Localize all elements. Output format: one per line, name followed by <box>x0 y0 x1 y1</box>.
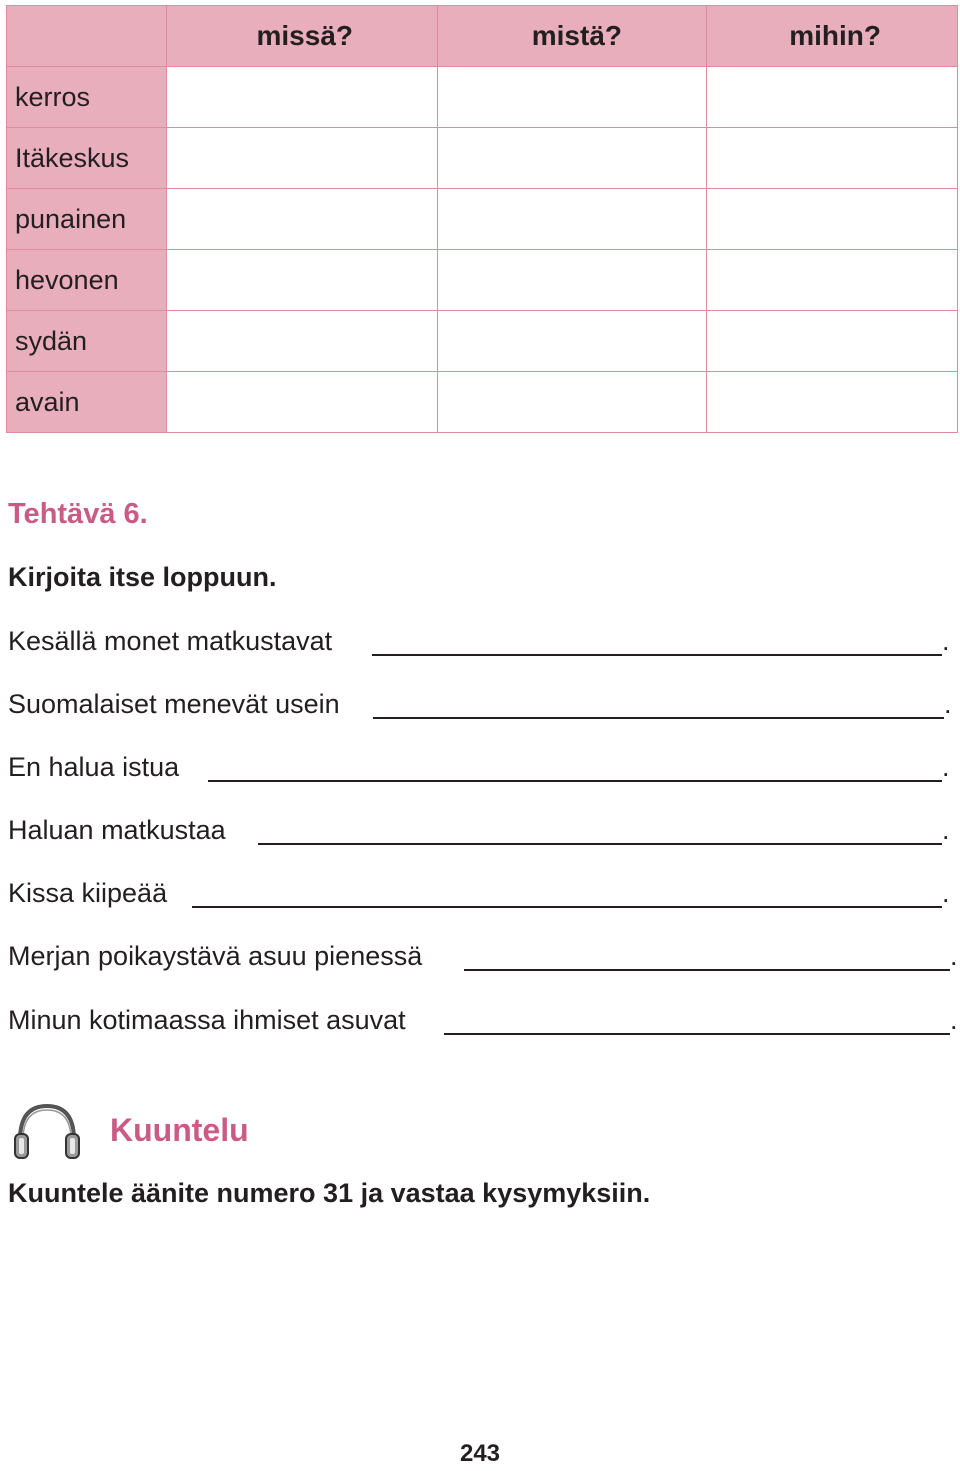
task-title: Tehtävä 6. <box>8 498 148 530</box>
answer-cell-missa[interactable] <box>167 250 438 311</box>
row-word: kerros <box>7 67 167 128</box>
listening-title: Kuuntelu <box>110 1112 249 1148</box>
answer-cell-missa[interactable] <box>167 311 438 372</box>
answer-cell-missa[interactable] <box>167 128 438 189</box>
table-row <box>7 128 958 189</box>
answer-cell-mihin[interactable] <box>707 250 958 311</box>
answer-cell-mihin[interactable] <box>707 372 958 433</box>
answer-cell-mista[interactable] <box>438 372 707 433</box>
header-corner-cell <box>7 6 167 67</box>
sentence-stem: Minun kotimaassa ihmiset asuvat <box>8 1005 406 1035</box>
answer-cell-missa[interactable] <box>167 67 438 128</box>
sentence-period: . <box>950 1005 958 1035</box>
sentence-item <box>8 689 952 729</box>
sentence-item <box>8 815 952 855</box>
answer-cell-mihin[interactable] <box>707 311 958 372</box>
sentence-item <box>8 941 958 981</box>
sentence-stem: Kesällä monet matkustavat <box>8 626 333 656</box>
table-row <box>7 372 958 433</box>
sentence-stem: Kissa kiipeää <box>8 878 168 908</box>
page-number: 243 <box>459 1440 501 1467</box>
table-row <box>7 189 958 250</box>
table-header-row <box>7 6 958 67</box>
answer-cell-mihin[interactable] <box>707 189 958 250</box>
answer-cell-missa[interactable] <box>167 189 438 250</box>
answer-cell-mihin[interactable] <box>707 128 958 189</box>
sentence-stem: Merjan poikaystävä asuu pienessä <box>8 941 423 971</box>
sentence-item <box>8 878 952 918</box>
sentence-period: . <box>942 626 950 656</box>
sentence-period: . <box>950 941 958 971</box>
sentence-stem: Haluan matkustaa <box>8 815 226 845</box>
answer-cell-mista[interactable] <box>438 67 707 128</box>
header-missa: missä? <box>167 6 438 67</box>
sentence-item <box>8 752 952 792</box>
answer-cell-mista[interactable] <box>438 128 707 189</box>
answer-cell-mista[interactable] <box>438 189 707 250</box>
answer-line[interactable] <box>208 780 942 782</box>
row-word: hevonen <box>7 250 167 311</box>
row-word: punainen <box>7 189 167 250</box>
answer-line[interactable] <box>373 717 944 719</box>
header-mista: mistä? <box>438 6 707 67</box>
answer-line[interactable] <box>258 843 942 845</box>
answer-line[interactable] <box>444 1033 950 1035</box>
task-instruction: Kirjoita itse loppuun. <box>8 562 277 592</box>
sentence-period: . <box>942 878 950 908</box>
row-word: Itäkeskus <box>7 128 167 189</box>
case-table <box>6 5 958 433</box>
table-row <box>7 67 958 128</box>
answer-line[interactable] <box>372 654 942 656</box>
answer-cell-mista[interactable] <box>438 311 707 372</box>
answer-cell-missa[interactable] <box>167 372 438 433</box>
sentence-period: . <box>942 752 950 782</box>
answer-cell-mihin[interactable] <box>707 67 958 128</box>
sentence-stem: Suomalaiset menevät usein <box>8 689 340 719</box>
header-mihin: mihin? <box>707 6 958 67</box>
answer-cell-mista[interactable] <box>438 250 707 311</box>
row-word: sydän <box>7 311 167 372</box>
sentence-period: . <box>942 815 950 845</box>
listening-instruction: Kuuntele äänite numero 31 ja vastaa kysymyksiin. <box>8 1178 651 1208</box>
answer-line[interactable] <box>192 906 942 908</box>
sentence-item <box>8 626 952 666</box>
sentence-item <box>8 1005 958 1045</box>
row-word: avain <box>7 372 167 433</box>
sentence-stem: En halua istua <box>8 752 180 782</box>
answer-line[interactable] <box>464 969 950 971</box>
sentence-period: . <box>944 689 952 719</box>
table-row <box>7 250 958 311</box>
headphones-icon <box>12 1100 82 1162</box>
table-row <box>7 311 958 372</box>
